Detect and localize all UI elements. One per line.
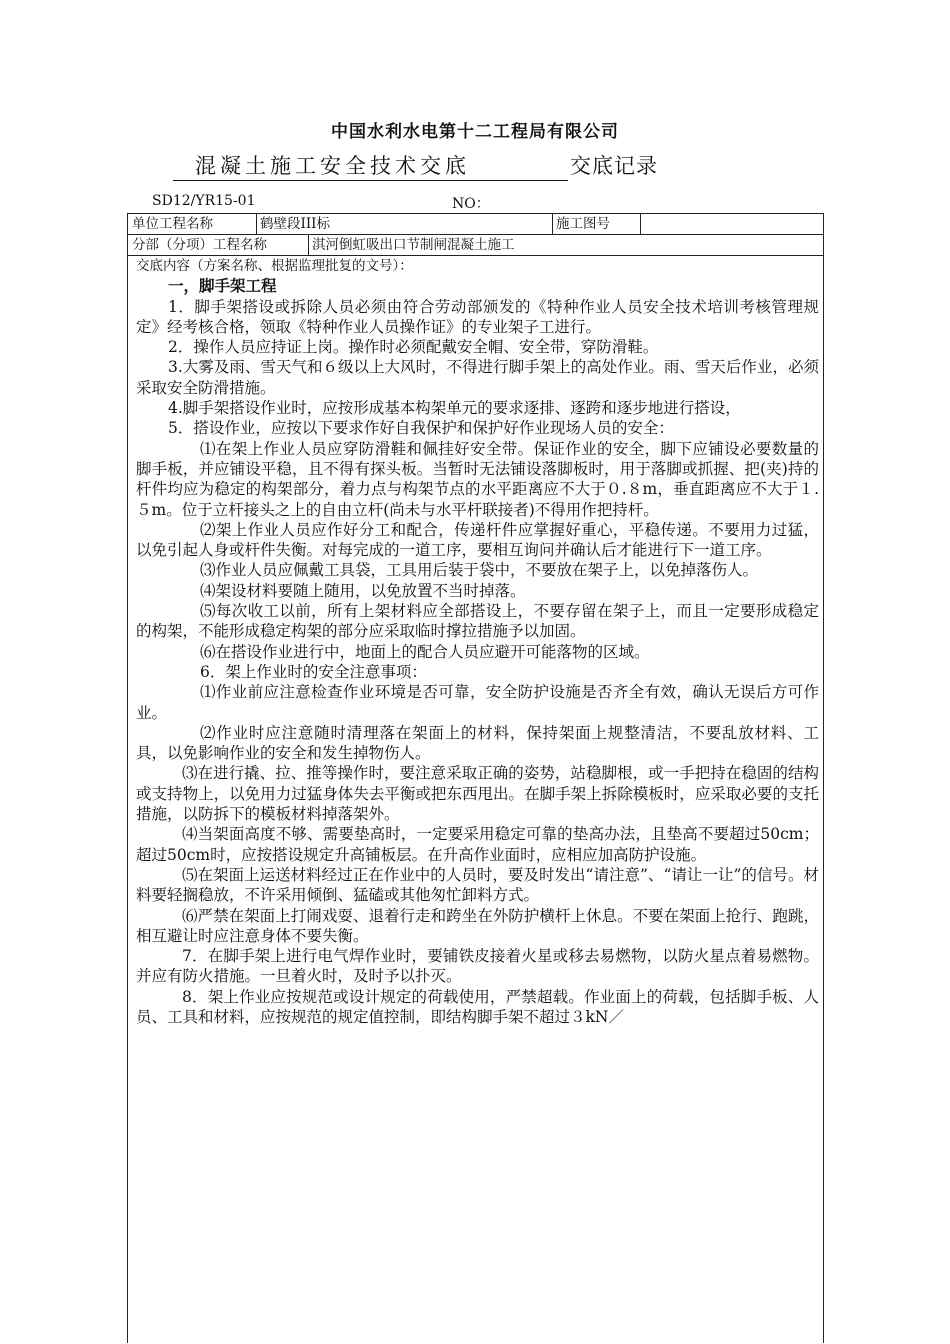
paragraph: ⑴作业前应注意检查作业环境是否可靠，安全防护设施是否齐全有效，确认无误后方可作业。 bbox=[136, 683, 819, 722]
drawing-label: 施工图号 bbox=[556, 216, 610, 232]
paragraph: 6．架上作业时的安全注意事项： bbox=[200, 662, 427, 681]
paragraph: ⑸每次收工以前，所有上架材料应全部搭设上，不要存留在架子上，而且一定要形成稳定的构架，不能形成稳定构架的部分应采取临时撑拉措施予以加固。 bbox=[136, 602, 819, 641]
title-main: 混凝土施工安全技术交底 bbox=[173, 150, 568, 181]
document-number-label: NO： bbox=[452, 196, 490, 212]
paragraph: 3.大雾及雨、雪天气和６级以上大风时，不得进行脚手架上的高处作业。雨、雪天后作业，必须采取安全防滑措施。 bbox=[136, 358, 819, 397]
paragraph: ⑷架设材料要随上随用，以免放置不当时掉落。 bbox=[200, 581, 526, 600]
document-title bbox=[173, 150, 658, 181]
subproject-value: 淇河倒虹吸出口节制闸混凝土施工 bbox=[312, 237, 515, 253]
paragraph: 7．在脚手架上进行电气焊作业时，要铺铁皮接着火星或移去易燃物，以防火星点着易燃物。并应有防火措施。一旦着火时，及时予以扑灭。 bbox=[136, 947, 819, 986]
paragraph: ⑶作业人员应佩戴工具袋，工具用后装于袋中，不要放在架子上，以免掉落伤人。 bbox=[200, 561, 759, 580]
subproject-label: 分部（分项）工程名称 bbox=[132, 237, 267, 253]
paragraph: 4.脚手架搭设作业时，应按形成基本构架单元的要求逐排、逐跨和逐步地进行搭设， bbox=[168, 399, 741, 418]
document-code: SD12/YR15-01 bbox=[152, 193, 256, 209]
unit-label: 单位工程名称 bbox=[132, 216, 213, 232]
paragraph: ⑹严禁在架面上打闹戏耍、退着行走和跨坐在外防护横杆上休息。不要在架面上抢行、跑跳，相互避让时应注意身体不要失衡。 bbox=[136, 906, 819, 945]
briefing-table bbox=[127, 213, 824, 1343]
paragraph: ⑶在进行撬、拉、推等操作时，要注意采取正确的姿势，站稳脚根，或一手把持在稳固的结构或支持物上，以免用力过猛身体失去平衡或把东西甩出。在脚手架上拆除模板时，应采取必要的支托措施，以防拆下的模板材料掉落架外。 bbox=[136, 764, 819, 824]
paragraph: ⑵架上作业人员应作好分工和配合，传递杆件应掌握好重心，平稳传递。不要用力过猛，以免引起人身或杆件失衡。对每完成的一道工序，要相互询问并确认后才能进行下一道工序。 bbox=[136, 520, 819, 560]
drawing-value bbox=[640, 214, 823, 234]
paragraph: 5．搭设作业，应按以下要求作好自我保护和保护好作业现场人员的安全： bbox=[168, 419, 674, 438]
table-row-unit bbox=[128, 214, 823, 235]
title-sub: 交底记录 bbox=[570, 154, 658, 178]
paragraph: 8．架上作业应按规范或设计规定的荷载使用，严禁超载。作业面上的荷载，包括脚手板、人员、工具和材料，应按规范的规定值控制，即结构脚手架不超过３kN／ bbox=[136, 987, 819, 1026]
paragraph: ⑸在架面上运送材料经过正在作业中的人员时，要及时发出“请注意”、“请让一让”的信号。材料要轻搁稳放，不许采用倾倒、猛磕或其他匆忙卸料方式。 bbox=[136, 865, 819, 905]
paragraph: ⑵作业时应注意随时清理落在架面上的材料，保持架面上规整清洁，不要乱放材料、工具，以免影响作业的安全和发生掉物伤人。 bbox=[136, 723, 819, 763]
paragraph: ⑷当架面高度不够、需要垫高时，一定要采用稳定可靠的垫高办法，且垫高不要超过50cm；超过50cm时，应按搭设规定升高铺板层。在升高作业面时，应相应加高防护设施。 bbox=[136, 825, 819, 864]
company-name: 中国水利水电第十二工程局有限公司 bbox=[331, 122, 619, 142]
paragraph: ⑹在搭设作业进行中，地面上的配合人员应避开可能落物的区域。 bbox=[200, 642, 650, 661]
paragraph: 1．脚手架搭设或拆除人员必须由符合劳动部颁发的《特种作业人员安全技术培训考核管理规定》经考核合格，领取《特种作业人员操作证》的专业架子工进行。 bbox=[136, 297, 819, 336]
briefing-content bbox=[136, 256, 819, 1027]
unit-value: 鹤壁段III标 bbox=[260, 216, 330, 232]
paragraph: 2．操作人员应持证上岗。操作时必须配戴安全帽、安全带，穿防滑鞋。 bbox=[168, 338, 659, 357]
content-label: 交底内容（方案名称、根据监理批复的文号）： bbox=[136, 258, 413, 274]
section-heading: 一，脚手架工程 bbox=[168, 276, 277, 296]
table-row-subproject bbox=[128, 235, 823, 256]
paragraph: ⑴在架上作业人员应穿防滑鞋和佩挂好安全带。保证作业的安全，脚下应铺设必要数量的脚手板，并应铺设平稳，且不得有探头板。当暂时无法铺设落脚板时，用于落脚或抓握、把(夹)持的杆件均应为稳定的构架部分，着力点与构架节点的水平距离应不大于０.８m，垂直距离应不大于１.５m。位于立杆接头之上的自由立杆(尚未与水平杆联接者)不得用作把持杆。 bbox=[136, 439, 819, 519]
